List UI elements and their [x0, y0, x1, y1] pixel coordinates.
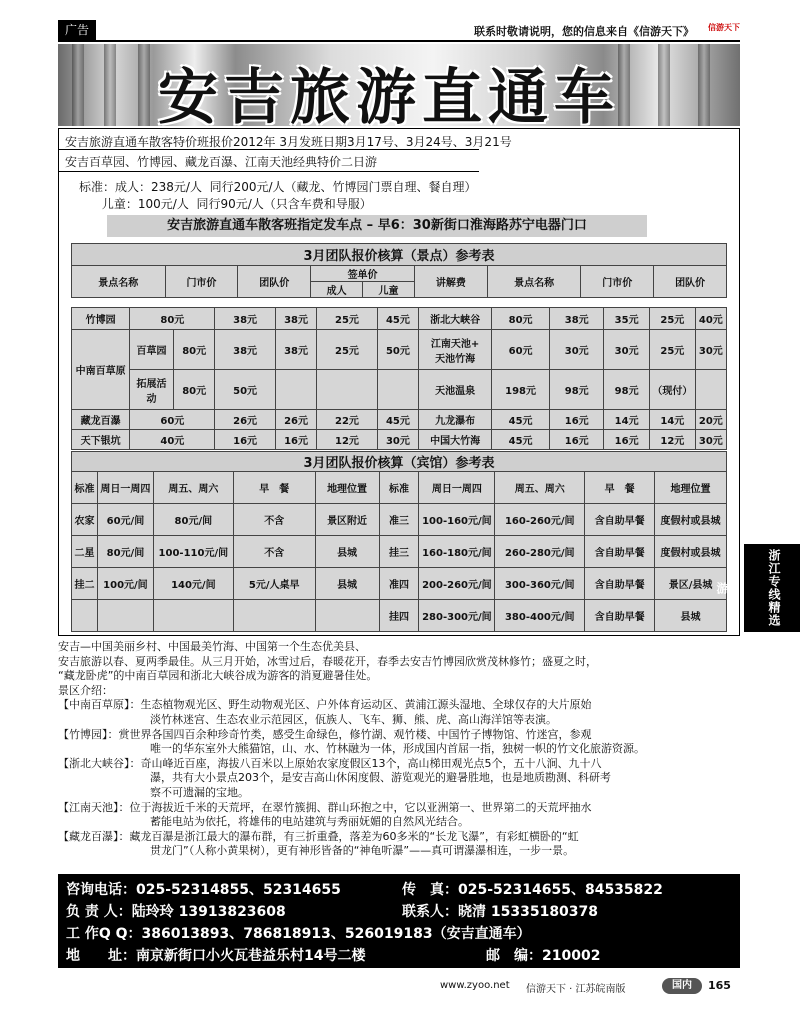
table-cell: 30元: [695, 330, 726, 370]
top-bar: [58, 20, 740, 42]
table-cell: [315, 600, 379, 632]
table-cell: 40元: [130, 430, 215, 450]
bamboo-stalk: [104, 44, 116, 126]
table-cell: 竹博园: [72, 308, 130, 330]
table-cell: 140元/间: [153, 568, 233, 600]
table-cell: 藏龙百瀑: [72, 410, 130, 430]
table-cell: 80元: [130, 308, 215, 330]
divider: [59, 171, 479, 172]
col-header: 标准: [379, 472, 419, 504]
table-cell: 300-360元/间: [495, 568, 585, 600]
price-info-box: [58, 128, 740, 636]
col-header: 早 餐: [233, 472, 315, 504]
table-cell: 16元: [275, 430, 317, 450]
bamboo-stalk: [138, 44, 150, 126]
desc-line: 蓄能电站为依托，将雄伟的电站建筑与秀丽妩媚的自然风光结合。: [150, 815, 469, 829]
table-cell: 拓展活动: [130, 370, 174, 410]
table-cell: 5元/人桌早: [233, 568, 315, 600]
desc-line: 【藏龙百瀑】：藏龙百瀑是浙江最大的瀑布群，有三折重叠，落差为60多米的“长龙飞瀑”，有彩虹横卧的“虹: [58, 829, 579, 843]
desc-line: “藏龙卧虎”的中南百草园和浙北大峡谷成为游客的消夏避暑佳处。: [58, 669, 378, 683]
table-cell: 25元: [649, 330, 695, 370]
desc-line: 【浙北大峡谷】：奇山峰近百座，海拔八百米以上原始农家度假区13个，高山梯田观光点5个，五十八涧、九十八: [58, 756, 602, 770]
source-note: 联系时敬请说明，您的信息来自《信游天下》: [474, 25, 694, 38]
table-cell: [97, 600, 153, 632]
table-cell: 度假村或县城: [655, 536, 727, 568]
table-cell: 16元: [604, 430, 650, 450]
col-header: 早 餐: [585, 472, 655, 504]
table-cell: （现付）: [649, 370, 695, 410]
hotel-table-caption: 3月团队报价核算（宾馆）参考表: [72, 452, 727, 472]
desc-line: 淡竹林迷宫、生态农业示范园区，佤族人、飞车、狮、熊、虎、高山海洋馆等表演。: [150, 712, 557, 726]
col-header: 门市价: [581, 266, 654, 298]
table-cell: 度假村或县城: [655, 504, 727, 536]
desc-line: 察不可遗漏的宝地。: [150, 785, 249, 799]
table-cell: 38元: [215, 330, 275, 370]
table-cell: [317, 370, 377, 410]
table-cell: 25元: [317, 308, 377, 330]
table-cell: 38元: [275, 308, 317, 330]
contact-person: 联系人：晓清 15335180378: [402, 904, 599, 920]
table-cell: 280-300元/间: [419, 600, 495, 632]
table-cell: 县城: [315, 568, 379, 600]
table-cell: 35元: [604, 308, 650, 330]
publication-name: 信游天下 · 江苏皖南版: [526, 984, 626, 995]
table-cell: 14元: [649, 410, 695, 430]
cell-line: 天池竹海: [435, 353, 476, 365]
table-cell: 25元: [649, 308, 695, 330]
table-cell: 不含: [233, 504, 315, 536]
table-cell: 含自助早餐: [585, 568, 655, 600]
table-cell: 挂二: [72, 568, 98, 600]
table-cell: 30元: [377, 430, 419, 450]
tour-name-line: 安吉百草园、竹博园、藏龙百瀑、江南天池经典特价二日游: [65, 155, 378, 169]
table-cell: 浙北大峡谷: [419, 308, 492, 330]
table-cell: 22元: [317, 410, 377, 430]
table-cell: 38元: [275, 330, 317, 370]
table-cell: 80元/间: [153, 504, 233, 536]
table-cell: [153, 600, 233, 632]
table-cell: 160-260元/间: [495, 504, 585, 536]
qq: 工 作Q Q：386013893、786818913、526019183（安吉直通车）: [66, 926, 531, 942]
table-cell: 30元: [695, 430, 726, 450]
table-cell: 挂四: [379, 600, 419, 632]
table-cell: 百草园: [130, 330, 174, 370]
table-cell: 80元/间: [97, 536, 153, 568]
section-badge: 国内: [662, 978, 702, 994]
table-cell: 45元: [377, 410, 419, 430]
table-cell: 含自助早餐: [585, 536, 655, 568]
hotel-price-table: [71, 451, 727, 632]
table-cell: 45元: [377, 308, 419, 330]
page-title: 安吉旅游直通车: [158, 63, 620, 126]
col-header: 周日一周四: [97, 472, 153, 504]
table-cell: 30元: [550, 330, 604, 370]
table-cell: 380-400元/间: [495, 600, 585, 632]
table-cell: 260-280元/间: [495, 536, 585, 568]
col-header: 景点名称: [487, 266, 581, 298]
desc-line: 瀑，共有大小景点203个，是安吉高山休闲度假、游览观光的避暑胜地，也是地质勘测、科研考: [150, 771, 611, 785]
table-cell: 天池温泉: [419, 370, 492, 410]
website-link[interactable]: www.zyoo.net: [440, 980, 510, 991]
table-cell: [419, 330, 492, 370]
desc-line: 唯一的华东室外大熊猫馆，山、水、竹林融为一体，形成国内首屈一指，独树一帜的竹文化旅游资源。: [150, 742, 645, 756]
table-cell: 100-110元/间: [153, 536, 233, 568]
table-cell: 准四: [379, 568, 419, 600]
table-cell: 40元: [695, 308, 726, 330]
spots-table-caption: 3月团队报价核算（景点）参考表: [72, 244, 727, 266]
contact-box: [58, 874, 740, 968]
col-header: 儿童: [363, 282, 415, 298]
adult-price: 标准：成人：238元/人 同行200元/人（藏龙、竹博园门票自理、餐自理）: [79, 180, 477, 194]
table-cell: 50元: [215, 370, 275, 410]
col-header: 周日一周四: [419, 472, 495, 504]
table-cell: 挂三: [379, 536, 419, 568]
table-cell: 16元: [550, 430, 604, 450]
table-cell: [695, 370, 726, 410]
table-cell: 26元: [275, 410, 317, 430]
desc-line: 安吉—中国美丽乡村、中国最美竹海、中国第一个生态优美县、: [58, 640, 366, 653]
spots-price-table: [71, 243, 727, 298]
col-header: 标准: [72, 472, 98, 504]
table-cell: 九龙瀑布: [419, 410, 492, 430]
table-cell: 80元: [173, 370, 215, 410]
fax: 传 真：025-52314655、84535822: [402, 882, 663, 898]
table-cell: 45元: [491, 430, 549, 450]
col-header: 地理位置: [655, 472, 727, 504]
standard-prices: [79, 179, 477, 213]
desc-line: 贯龙门”（人称小黄果树），更有神形皆备的“神龟听瀑”——真可谓瀑瀑相连，一步一景。: [150, 844, 575, 858]
table-cell: 含自助早餐: [585, 600, 655, 632]
bamboo-stalk: [72, 44, 84, 126]
col-header: 团队价: [654, 266, 727, 298]
table-cell: 160-180元/间: [419, 536, 495, 568]
table-cell: 16元: [215, 430, 275, 450]
cell-line: 江南天池+: [430, 338, 480, 350]
table-cell: [275, 370, 317, 410]
table-cell: 50元: [377, 330, 419, 370]
desc-line: 【中南百草原】：生态植物观光区、野生动物观光区、户外体育运动区、黄浦江源头湿地、全球仅存的大片原始: [58, 698, 592, 712]
table-cell: 不含: [233, 536, 315, 568]
desc-line: 【竹博园】：赏世界各国四百余种珍奇竹类，感受生命绿色，修竹湖、观竹楼、中国竹子博物馆、竹迷宫，参观: [58, 727, 592, 741]
table-cell: 38元: [215, 308, 275, 330]
table-cell: 二星: [72, 536, 98, 568]
desc-line: 景区介绍：: [58, 683, 113, 697]
table-cell: 16元: [550, 410, 604, 430]
table-cell: 60元: [491, 330, 549, 370]
table-cell: 25元: [317, 330, 377, 370]
table-cell: 准三: [379, 504, 419, 536]
spots-price-body: [71, 307, 727, 450]
table-cell: 98元: [604, 370, 650, 410]
schedule-line: 安吉旅游直通车散客特价班报价2012年 3月发班日期3月17号、3月24号、3月21号: [65, 135, 512, 149]
col-header: 门市价: [165, 266, 238, 298]
col-header: 景点名称: [72, 266, 166, 298]
bamboo-stalk: [698, 44, 710, 126]
ad-label: 广告: [58, 20, 96, 40]
manager: 负 责 人：陆玲玲 13913823608: [66, 904, 286, 920]
table-cell: 农家: [72, 504, 98, 536]
table-cell: 12元: [317, 430, 377, 450]
table-cell: 中国大竹海: [419, 430, 492, 450]
publication-logo: 信游天下: [708, 23, 740, 32]
table-cell: 县城: [655, 600, 727, 632]
table-cell: 14元: [604, 410, 650, 430]
col-header: 周五、周六: [495, 472, 585, 504]
table-cell: 38元: [550, 308, 604, 330]
table-cell: 天下银坑: [72, 430, 130, 450]
zip-code: 邮 编：210002: [486, 948, 601, 964]
table-cell: 98元: [550, 370, 604, 410]
desc-line: 【江南天池】：位于海拔近千米的天荒坪，在翠竹簇拥、群山环抱之中，它以亚洲第一、世界第二的天荒坪抽水: [58, 800, 592, 814]
table-cell: 含自助早餐: [585, 504, 655, 536]
col-header: 周五、周六: [153, 472, 233, 504]
table-cell: 60元/间: [97, 504, 153, 536]
table-cell: 30元: [604, 330, 650, 370]
table-cell: 26元: [215, 410, 275, 430]
child-price: 儿童：100元/人 同行90元/人（只含车费和导服）: [79, 197, 372, 211]
table-cell: [233, 600, 315, 632]
page-number: 165: [708, 979, 731, 992]
table-cell: 景区/县城: [655, 568, 727, 600]
table-cell: 县城: [315, 536, 379, 568]
table-cell: 80元: [173, 330, 215, 370]
bamboo-stalk: [658, 44, 670, 126]
col-header: 讲解费: [415, 266, 488, 298]
departure-point: 安吉旅游直通车散客班指定发车点 – 早6：30新街口淮海路苏宁电器门口: [107, 215, 647, 237]
title-banner: [58, 44, 740, 126]
col-header: 团队价: [238, 266, 311, 298]
desc-line: 安吉旅游以春、夏两季最佳。从三月开始，冰雪过后，春暖花开，春季去安吉竹博园欣赏茂林修竹；盛夏之时，: [58, 654, 597, 668]
table-cell: 200-260元/间: [419, 568, 495, 600]
table-cell: 198元: [491, 370, 549, 410]
table-cell: 100元/间: [97, 568, 153, 600]
table-cell: 100-160元/间: [419, 504, 495, 536]
table-cell: 12元: [649, 430, 695, 450]
side-section-tab: 浙江专线精选游: [744, 544, 800, 632]
scenic-description: [58, 640, 748, 859]
table-cell: 60元: [130, 410, 215, 430]
table-cell: 45元: [491, 410, 549, 430]
table-cell: 20元: [695, 410, 726, 430]
table-cell: [72, 600, 98, 632]
table-cell: 中南百草原: [72, 330, 130, 410]
col-header: 签单价: [311, 266, 415, 282]
table-cell: [377, 370, 419, 410]
address: 地 址：南京新街口小火瓦巷益乐村14号二楼: [66, 948, 366, 964]
col-header: 地理位置: [315, 472, 379, 504]
table-cell: 80元: [491, 308, 549, 330]
table-cell: 景区附近: [315, 504, 379, 536]
col-header: 成人: [311, 282, 363, 298]
phone: 咨询电话：025-52314855、52314655: [66, 882, 341, 898]
divider: [59, 149, 479, 150]
